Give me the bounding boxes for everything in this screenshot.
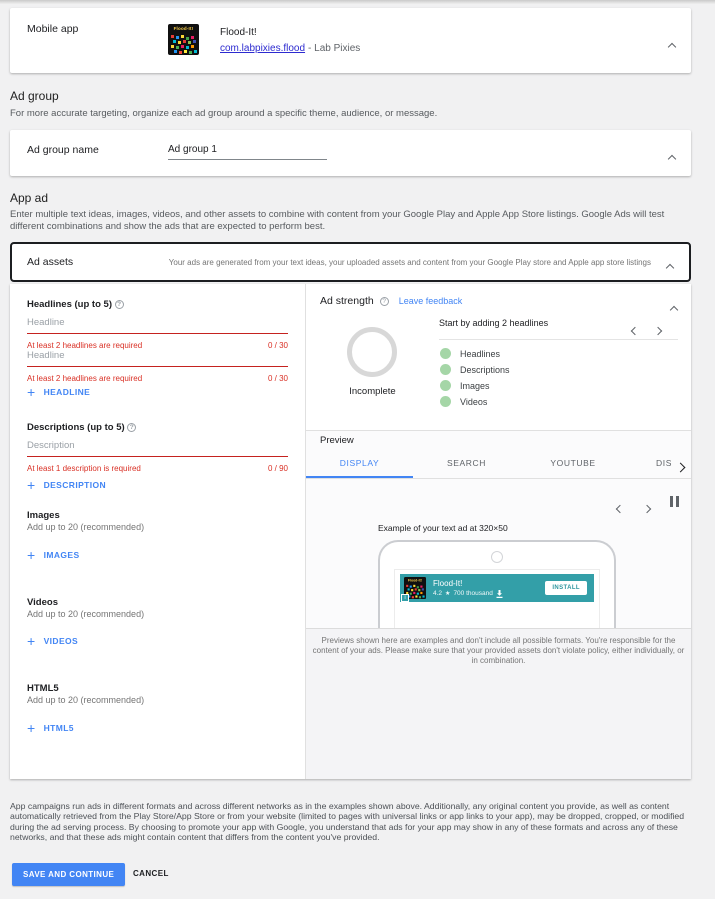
app-package-line (220, 43, 360, 54)
app-ad-section-title: App ad (10, 191, 49, 205)
add-images-button[interactable]: + IMAGES (27, 550, 80, 560)
banner-app-name: Flood-It! (433, 578, 463, 588)
ad-strength-status: Incomplete (349, 386, 396, 397)
preview-disclaimer-text: Previews shown here are examples and don't include all possible formats. You're responsible for the content of your ads. Please make sure that your provided assets don't violate policy, either individually, or in combination. (312, 636, 685, 665)
ad-assets-body (10, 284, 691, 779)
mobile-app-label: Mobile app (27, 23, 79, 35)
chevron-right-icon (676, 463, 686, 473)
checklist-item-descriptions: Descriptions (440, 364, 510, 375)
ad-strength-title: Ad strength (320, 295, 374, 307)
headline-input-2[interactable] (27, 350, 288, 367)
ad-group-name-card (10, 130, 691, 176)
app-icon (168, 24, 199, 55)
tab-youtube[interactable]: YOUTUBE (550, 458, 596, 468)
add-videos-button[interactable]: + VIDEOS (27, 636, 78, 646)
app-icon-pixels (406, 585, 408, 587)
banner-downloads: 700 thousand (453, 590, 493, 597)
banner-ad-preview (400, 574, 594, 602)
app-ad-section-description: Enter multiple text ideas, images, videos, and other assets to combine with content from your Google Play and Apple App Store listings. Google Ads will test different combinations and show the ads that are expected to perform best. (10, 209, 665, 232)
char-counter: 0 / 30 (267, 374, 288, 383)
plus-icon (27, 481, 36, 490)
download-icon (496, 590, 503, 598)
char-counter: 0 / 90 (267, 464, 288, 473)
preview-next-button[interactable] (644, 499, 650, 517)
top-shadow-strip (0, 0, 715, 4)
description-input-1[interactable] (27, 440, 288, 457)
save-and-continue-button[interactable]: SAVE AND CONTINUE (12, 863, 125, 886)
status-dot-icon (440, 380, 451, 391)
headline-error-row-2 (27, 374, 288, 383)
suggestion-prev-button[interactable] (632, 321, 638, 339)
banner-text (433, 579, 503, 598)
checklist-item-images: Images (440, 380, 490, 391)
help-icon[interactable] (380, 297, 389, 306)
chevron-up-icon (668, 42, 676, 50)
app-package-link[interactable]: com.labpixies.flood (220, 43, 306, 54)
cancel-button[interactable]: CANCEL (133, 869, 169, 878)
tab-strip-border (306, 478, 691, 479)
help-icon[interactable] (127, 423, 136, 432)
app-publisher: - Lab Pixies (308, 43, 361, 54)
ad-group-section-description: For more accurate targeting, organize each ad group around a specific theme, audience, or message. (10, 108, 438, 119)
preview-prev-button[interactable] (617, 499, 623, 517)
leave-feedback-link[interactable]: Leave feedback (398, 296, 463, 306)
tab-discover[interactable]: DIS (656, 458, 672, 468)
headline-input-1[interactable] (27, 317, 288, 334)
plus-icon (27, 724, 36, 733)
char-counter: 0 / 30 (267, 341, 288, 350)
chevron-left-icon (616, 505, 624, 513)
ad-group-section-title: Ad group (10, 89, 59, 103)
headline-error-row-1 (27, 341, 288, 350)
chevron-up-icon (668, 155, 676, 163)
ad-assets-title: Ad assets (27, 256, 74, 268)
app-icon-title: Flood-It! (407, 578, 423, 582)
html5-hint: Add up to 20 (recommended) (27, 695, 145, 705)
app-icon-title: Flood-It! (173, 26, 194, 31)
collapse-ad-group-button[interactable] (669, 149, 675, 167)
pause-icon[interactable] (670, 496, 679, 507)
divider (439, 339, 678, 340)
add-html5-button[interactable]: + HTML5 (27, 723, 74, 733)
ad-strength-suggestion: Start by adding 2 headlines (439, 318, 549, 328)
tab-scroll-right-button[interactable] (677, 458, 684, 476)
error-text: At least 2 headlines are required (27, 341, 143, 350)
suggestion-next-button[interactable] (655, 321, 661, 339)
chevron-up-icon (666, 264, 674, 272)
tab-search[interactable]: SEARCH (446, 458, 487, 468)
headlines-label: Headlines (up to 5) ? (27, 299, 124, 310)
plus-icon (27, 388, 36, 397)
add-headline-button[interactable]: + HEADLINE (27, 387, 90, 397)
error-text: At least 1 description is required (27, 464, 141, 473)
chevron-right-icon (654, 327, 662, 335)
error-text: At least 2 headlines are required (27, 374, 143, 383)
videos-hint: Add up to 20 (recommended) (27, 609, 145, 619)
checklist-item-videos: Videos (440, 396, 487, 407)
status-dot-icon (440, 396, 451, 407)
description-error-row-1 (27, 464, 288, 473)
ad-assets-header[interactable] (10, 242, 691, 282)
phone-camera (491, 551, 503, 563)
ad-strength-gauge (347, 327, 397, 377)
plus-icon (27, 551, 36, 560)
ad-group-name-input[interactable] (168, 142, 327, 160)
ad-assets-subtitle: Your ads are generated from your text ideas, your uploaded assets and content from your Google Play store and Apple app store listings (168, 258, 651, 267)
plus-icon (27, 637, 36, 646)
images-label: Images (27, 510, 60, 521)
preview-panel (306, 430, 691, 779)
phone-screen (394, 569, 600, 629)
app-name: Flood-It! (220, 27, 257, 38)
adchoices-icon (401, 594, 409, 602)
chevron-left-icon (631, 327, 639, 335)
preview-disclaimer-panel (306, 628, 691, 779)
videos-label: Videos (27, 597, 58, 608)
preview-example-caption: Example of your text ad at 320×50 (378, 523, 508, 533)
install-button: INSTALL (545, 581, 587, 595)
collapse-ad-strength-button[interactable] (671, 300, 677, 318)
tab-display[interactable]: DISPLAY (339, 458, 380, 468)
checklist-item-headlines: Headlines (440, 348, 500, 359)
app-icon-pixels (171, 35, 174, 38)
add-description-button[interactable]: + DESCRIPTION (27, 480, 106, 490)
descriptions-label: Descriptions (up to 5) ? (27, 422, 136, 433)
star-icon: ★ (445, 591, 451, 597)
banner-rating: 4.2 (433, 590, 443, 597)
html5-label: HTML5 (27, 683, 59, 694)
ad-group-name-label: Ad group name (27, 144, 99, 156)
collapse-ad-assets-button[interactable] (667, 258, 673, 276)
ad-strength-header (320, 295, 462, 307)
chevron-right-icon (643, 505, 651, 513)
collapse-mobile-app-button[interactable] (669, 37, 675, 55)
preview-title: Preview (320, 435, 354, 446)
status-dot-icon (440, 348, 451, 359)
images-hint: Add up to 20 (recommended) (27, 522, 145, 532)
help-icon[interactable] (115, 300, 124, 309)
chevron-up-icon (670, 306, 678, 314)
banner-app-icon-wrap (404, 577, 426, 599)
phone-mockup (378, 540, 616, 629)
mobile-app-card (10, 8, 691, 73)
banner-stats (433, 590, 503, 598)
footer-disclaimer-text: App campaigns run ads in different formats and across different networks as in the examples shown above. Additionally, any original content you provide, as well as content automatically retrieved from the Play Store/App Store or from your website (limited to pages with universal links or app links to your app), may be dropped, cropped, or modified during the ad serving process. By choosing to promote your app with Google, you understand that ads for your app may show in any of these formats and across any of these networks, and that these ads might contain content that differs from the content you've provided. (10, 801, 685, 842)
status-dot-icon (440, 364, 451, 375)
